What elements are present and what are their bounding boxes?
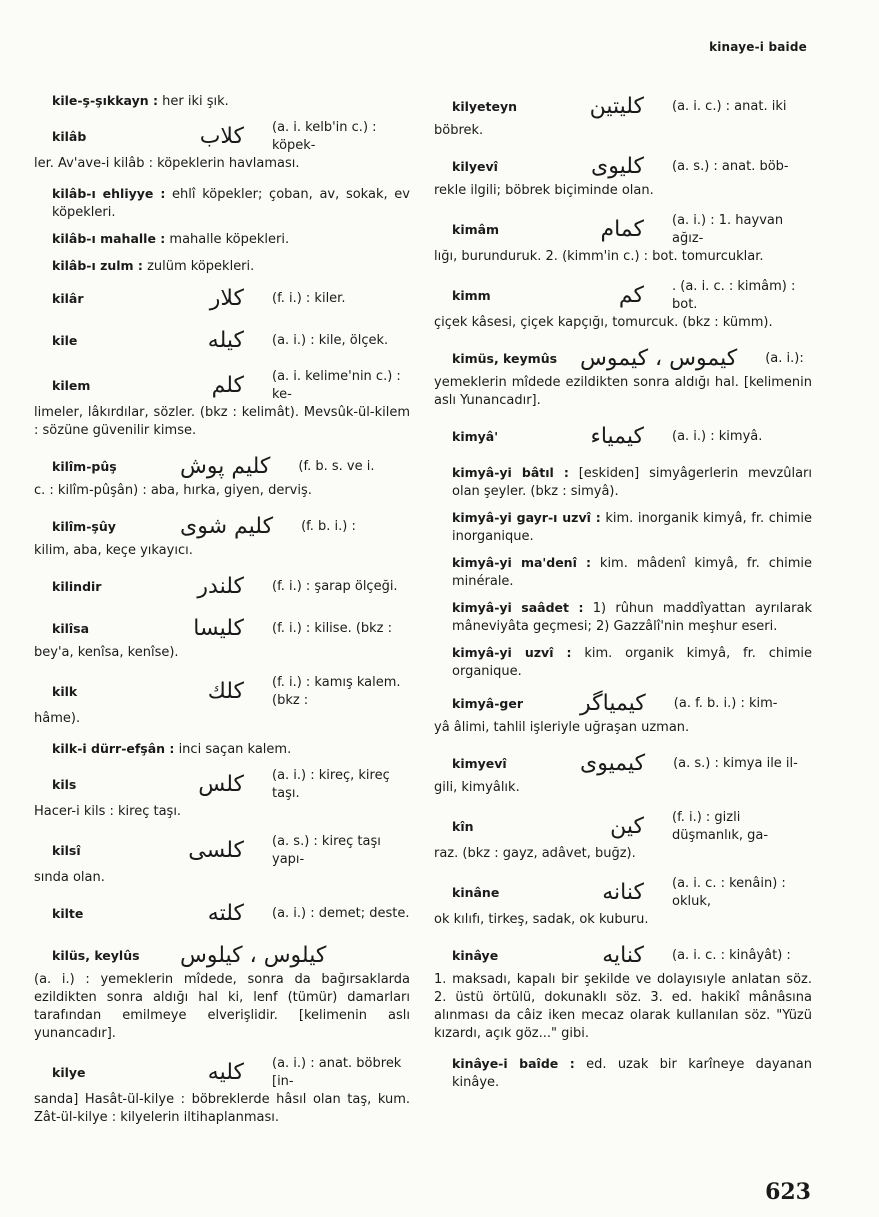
entry-headword: kimyâ-yi saâdet : <box>452 600 584 615</box>
dictionary-entry <box>434 212 812 266</box>
arabic-script: كم <box>618 283 644 308</box>
entry-text <box>34 185 410 222</box>
entry-headword: kimyâ' <box>452 429 499 444</box>
entry-continuation: yâ âlimi, tahlil işleriyle uğraşan uzman. <box>434 720 690 735</box>
entry-grammar: (a. i. c.) : anat. iki <box>672 99 787 114</box>
entry-first-line <box>434 212 812 248</box>
entry-headword: kile-ş-şıkkayn : <box>52 93 158 108</box>
entry-first-line <box>34 572 410 602</box>
arabic-script: كيموس ، كيموس <box>580 346 738 371</box>
dictionary-entry <box>34 941 410 1043</box>
entry-first-line <box>434 875 812 911</box>
dictionary-entry <box>34 899 410 929</box>
entry-continuation: ler. Av'ave-i kilâb : köpeklerin havlaması. <box>34 156 300 171</box>
dictionary-entry <box>434 344 812 410</box>
entry-headword: kilk <box>52 684 78 699</box>
entry-continuation: sında olan. <box>34 870 105 885</box>
entry-continuation: limeler, lâkırdılar, sözler. (bkz : kelimât). Mevsûk-ül-kilem : sözüne güvenilir kimse. <box>34 405 410 438</box>
dictionary-entry <box>34 833 410 887</box>
entry-continuation: böbrek. <box>434 123 484 138</box>
entry-text <box>34 257 410 276</box>
arabic-script: كيلوس ، كيلوس <box>180 943 327 968</box>
entry-text <box>34 230 410 249</box>
dictionary-entry <box>34 368 410 440</box>
entry-continuation: 1. maksadı, kapalı bir şekilde ve dolayısıyle anlatan söz. 2. üstü örtülü, dokunaklı söz. 3. ed. hakikî mânâsına alınması da câiz iken mecaz olarak kullanılan söz. "Yüzü kızardı, açık göz..." gibi. <box>434 972 812 1041</box>
entry-continuation: c. : kilîm-pûşân) : aba, hırka, giyen, derviş. <box>34 483 312 498</box>
arabic-script: كليم پوش <box>180 454 271 479</box>
entry-grammar: (f. b. s. ve i. <box>298 459 375 474</box>
entry-headword: kilk-i dürr-efşân : <box>52 741 175 756</box>
entry-first-line <box>34 614 410 644</box>
dictionary-entry <box>34 92 410 111</box>
entry-continuation: lığı, burunduruk. 2. (kimm'in c.) : bot. tomurcuklar. <box>434 249 764 264</box>
entry-definition: kim. inorganik kimyâ, fr. chimie inorganique. <box>452 511 812 544</box>
arabic-script: كلم <box>211 373 244 398</box>
entry-headword: kimyâ-yi gayr-ı uzvî : <box>452 510 601 525</box>
dictionary-entry <box>434 92 812 140</box>
entry-first-line <box>434 689 812 719</box>
dictionary-entry <box>34 740 410 759</box>
entry-continuation: bey'a, kenîsa, kenîse). <box>34 645 179 660</box>
arabic-script: كلس <box>198 772 244 797</box>
entry-headword: kimyâ-yi bâtıl : <box>452 465 569 480</box>
dictionary-entry <box>434 422 812 452</box>
arabic-script: كلسى <box>188 838 244 863</box>
entry-grammar: (a. i. c. : kenâin) : okluk, <box>672 876 786 909</box>
entry-definition: ed. uzak bir karîneye dayanan kinâye. <box>452 1057 812 1090</box>
entry-continuation: sanda] Hasât-ül-kilye : böbreklerde hâsıl olan taş, kum. Zât-ül-kilye : kilyelerin iltihaplanması. <box>34 1092 410 1125</box>
arabic-script: كيميوى <box>580 751 646 776</box>
entry-headword: kilyevî <box>452 159 498 174</box>
entry-definition: kim. mâdenî kimyâ, fr. chimie minérale. <box>452 556 812 589</box>
entry-text <box>34 92 410 111</box>
entry-first-line <box>434 941 812 971</box>
dictionary-entry <box>34 512 410 560</box>
entry-grammar: (f. i.) : kiler. <box>272 291 346 306</box>
entry-first-line <box>34 368 410 404</box>
dictionary-entry <box>434 278 812 332</box>
entry-text <box>434 644 812 681</box>
entry-headword: kilye <box>52 1065 86 1080</box>
entry-headword: kimyâ-yi uzvî : <box>452 645 572 660</box>
entry-first-line <box>434 152 812 182</box>
entry-grammar: (a. i.) : kile, ölçek. <box>272 333 389 348</box>
entry-headword: kilindir <box>52 579 102 594</box>
entry-text <box>434 464 812 501</box>
entry-first-line <box>34 674 410 710</box>
arabic-script: كمام <box>600 217 644 242</box>
entry-grammar: (f. i.) : gizli düşmanlık, ga- <box>672 810 769 843</box>
entry-headword: kilte <box>52 906 84 921</box>
dictionary-entry <box>434 1055 812 1092</box>
entry-first-line <box>434 278 812 314</box>
entry-headword: kilîsa <box>52 621 90 636</box>
dictionary-entry <box>34 230 410 249</box>
entry-definition: [eskiden] simyâgerlerin mevzûları olan şeyler. (bkz : simyâ). <box>452 466 812 499</box>
dictionary-entry <box>434 941 812 1043</box>
entry-grammar: (a. f. b. i.) : kim- <box>673 696 778 711</box>
entry-headword: kimyâ-yi ma'denî : <box>452 555 591 570</box>
entry-text <box>434 1055 812 1092</box>
arabic-script: كلاب <box>199 124 244 149</box>
entry-headword: kilâb-ı zulm : <box>52 258 143 273</box>
dictionary-entry <box>434 689 812 737</box>
arabic-script: كيمياء <box>590 424 644 449</box>
entry-headword: kimyevî <box>452 756 507 771</box>
entry-first-line <box>34 899 410 929</box>
entry-grammar: (f. b. i.) : <box>301 519 356 534</box>
arabic-script: كليسا <box>193 616 244 641</box>
entry-continuation: kilim, aba, keçe yıkayıcı. <box>34 543 193 558</box>
arabic-script: كين <box>610 814 644 839</box>
arabic-script: كليه <box>207 1060 244 1085</box>
entry-headword: kimm <box>452 288 491 303</box>
arabic-script: كلار <box>209 286 244 311</box>
arabic-script: كليم شوى <box>180 514 274 539</box>
entry-headword: kile <box>52 333 78 348</box>
entry-grammar: (a. i.) : 1. hayvan ağız- <box>672 213 784 246</box>
dictionary-entry <box>434 152 812 200</box>
entry-headword: kilyeteyn <box>452 99 518 114</box>
entry-grammar: (f. i.) : kilise. (bkz : <box>272 621 393 636</box>
left-column <box>34 92 410 1139</box>
entry-first-line <box>34 1055 410 1091</box>
entry-first-line <box>34 833 410 869</box>
entry-continuation: raz. (bkz : gayz, adâvet, buğz). <box>434 846 636 861</box>
dictionary-entry <box>434 599 812 636</box>
entry-first-line <box>34 512 410 542</box>
entry-definition: her iki şık. <box>157 94 229 109</box>
entry-headword: kils <box>52 777 77 792</box>
entry-grammar: (a. s.) : kireç taşı yapı- <box>272 834 381 867</box>
entry-headword: kilüs, keylûs <box>52 948 140 963</box>
dictionary-entry <box>434 644 812 681</box>
dictionary-entry <box>34 614 410 662</box>
entry-headword: kilâb-ı mahalle : <box>52 231 166 246</box>
dictionary-entry <box>34 185 410 222</box>
entry-headword: kinâne <box>452 885 500 900</box>
entry-first-line <box>34 941 410 971</box>
entry-continuation: yemeklerin mîdede ezildikten sonra aldığı hal. [kelimenin aslı Yunancadır]. <box>434 375 812 408</box>
entry-text <box>434 599 812 636</box>
arabic-script: كليوى <box>591 154 644 179</box>
entry-grammar: (a. i.) : kimyâ. <box>672 429 763 444</box>
dictionary-entry <box>34 767 410 821</box>
entry-grammar: (a. i.): <box>765 351 804 366</box>
dictionary-entry <box>434 875 812 929</box>
entry-grammar: (a. i. kelime'nin c.) : ke- <box>272 369 401 402</box>
entry-definition: zulüm köpekleri. <box>142 259 255 274</box>
running-head: kinaye-i baide <box>709 40 807 54</box>
entry-continuation: Hacer-i kils : kireç taşı. <box>34 804 182 819</box>
entry-first-line <box>34 452 410 482</box>
dictionary-entry <box>34 257 410 276</box>
entry-headword: kilîm-şûy <box>52 519 116 534</box>
entry-continuation: çiçek kâsesi, çiçek kapçığı, tomurcuk. (bkz : kümm). <box>434 315 773 330</box>
entry-first-line <box>434 422 812 452</box>
entry-definition: inci saçan kalem. <box>174 742 292 757</box>
entry-first-line <box>434 809 812 845</box>
entry-definition: mahalle köpekleri. <box>165 232 290 247</box>
entry-continuation: hâme). <box>34 711 81 726</box>
dictionary-entry <box>34 326 410 356</box>
entry-headword: kilâr <box>52 291 84 306</box>
arabic-script: كيمياگر <box>580 691 646 716</box>
entry-text <box>434 554 812 591</box>
entry-headword: kilem <box>52 378 91 393</box>
entry-continuation: ok kılıfı, tirkeş, sadak, ok kuburu. <box>434 912 649 927</box>
entry-headword: kimâm <box>452 222 500 237</box>
dictionary-entry <box>434 509 812 546</box>
entry-headword: kilsî <box>52 843 81 858</box>
entry-grammar: (f. i.) : kamış kalem. (bkz : <box>272 675 401 708</box>
entry-first-line <box>34 284 410 314</box>
dictionary-entry <box>34 452 410 500</box>
right-column <box>434 92 812 1100</box>
entry-grammar: (a. s.) : kimya ile il- <box>673 756 798 771</box>
dictionary-entry <box>34 119 410 173</box>
arabic-script: كيله <box>207 328 244 353</box>
entry-headword: kilâb <box>52 129 87 144</box>
entry-headword: kimüs, keymûs <box>452 351 558 366</box>
entry-grammar: (a. i.) : anat. böbrek [in- <box>272 1056 402 1089</box>
arabic-script: كليتين <box>589 94 644 119</box>
arabic-script: كنايه <box>602 943 644 968</box>
entry-first-line <box>434 344 812 374</box>
entry-headword: kinâye-i baîde : <box>452 1056 575 1071</box>
entry-first-line <box>34 767 410 803</box>
entry-definition: ehlî köpekler; çoban, av, sokak, ev köpekleri. <box>52 187 410 220</box>
entry-text <box>34 740 410 759</box>
entry-headword: kilâb-ı ehliyye : <box>52 186 166 201</box>
entry-first-line <box>34 326 410 356</box>
dictionary-entry <box>34 572 410 602</box>
entry-grammar: (a. s.) : anat. böb- <box>672 159 789 174</box>
entry-continuation: rekle ilgili; böbrek biçiminde olan. <box>434 183 654 198</box>
arabic-script: كنانه <box>602 880 644 905</box>
arabic-script: كلك <box>207 679 244 704</box>
entry-grammar: (a. i.) : kireç, kireç taşı. <box>272 768 390 801</box>
entry-continuation: gili, kimyâlık. <box>434 780 520 795</box>
dictionary-entry <box>34 284 410 314</box>
arabic-script: كلندر <box>197 574 244 599</box>
entry-headword: kilîm-pûş <box>52 459 117 474</box>
entry-grammar: (a. i. c. : kinâyât) : <box>672 948 791 963</box>
page-number: 623 <box>765 1179 811 1205</box>
entry-grammar: (a. i. kelb'in c.) : köpek- <box>272 120 377 153</box>
entry-text <box>434 509 812 546</box>
dictionary-entry <box>434 554 812 591</box>
entry-headword: kinâye <box>452 948 499 963</box>
arabic-script: كلته <box>207 901 244 926</box>
entry-headword: kimyâ-ger <box>452 696 523 711</box>
entry-first-line <box>434 92 812 122</box>
entry-first-line <box>34 119 410 155</box>
entry-grammar: (f. i.) : şarap ölçeği. <box>272 579 398 594</box>
dictionary-entry <box>34 1055 410 1127</box>
dictionary-entry <box>434 809 812 863</box>
entry-first-line <box>434 749 812 779</box>
entry-definition: 1) rûhun maddîyattan ayrılarak mâneviyâta geçmesi; 2) Gazzâlî'nin meşhur eseri. <box>452 601 813 634</box>
entry-definition: kim. organik kimyâ, fr. chimie organique. <box>452 646 812 679</box>
dictionary-entry <box>434 749 812 797</box>
entry-continuation: (a. i.) : yemeklerin mîdede, sonra da bağırsaklarda ezildikten sonra aldığı hal ki, lenf (tümür) damarları tarafından emilmeye elverişlidir. [kelimenin aslı yunancadır]. <box>34 972 410 1041</box>
dictionary-entry <box>34 674 410 728</box>
dictionary-entry <box>434 464 812 501</box>
entry-grammar: (a. i.) : demet; deste. <box>272 906 410 921</box>
entry-headword: kîn <box>452 819 474 834</box>
entry-grammar: . (a. i. c. : kimâm) : bot. <box>672 279 796 312</box>
